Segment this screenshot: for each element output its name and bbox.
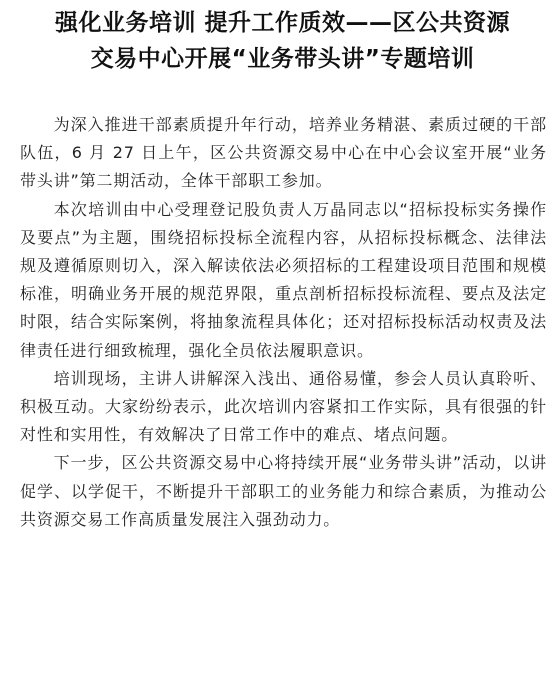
article-title-line-1: 强化业务培训 提升工作质效——区公共资源 (54, 10, 510, 36)
paragraph-training-content: 本次培训由中心受理登记股负责人万晶同志以“招标投标实务操作及要点”为主题，围绕招标投标全流程内容，从招标投标概念、法律法规及遵循原则切入，深入解读依法必须招标的工程建设项目范围和规模标准，明确业务开展的规范界限，重点剖析招标投标流程、要点及法定时限，结合实际案例，将抽象流程具体化；还对招标投标活动权责及法律责任进行细致梳理，强化全员依法履职意识。 (20, 199, 547, 360)
article-body (20, 111, 547, 534)
paragraph-training-scene: 培训现场，主讲人讲解深入浅出、通俗易懂，参会人员认真聆听、积极互动。大家纷纷表示，此次培训内容紧扣工作实际，具有很强的针对性和实用性，有效解决了日常工作中的难点、堵点问题。 (20, 368, 547, 445)
paragraph-next-steps: 下一步，区公共资源交易中心将持续开展“业务带头讲”活动，以讲促学、以学促干，不断提升干部职工的业务能力和综合素质，为推动公共资源交易工作高质量发展注入强劲动力。 (20, 453, 547, 529)
article-title-line-2: 交易中心开展“业务带头讲”专题培训 (90, 46, 475, 72)
paragraph-intro: 为深入推进干部素质提升年行动，培养业务精湛、素质过硬的干部队伍，6 月 27 日上午，区公共资源交易中心在中心会议室开展“业务带头讲”第二期活动，全体干部职工参加。 (20, 115, 547, 191)
article-title (0, 0, 559, 77)
